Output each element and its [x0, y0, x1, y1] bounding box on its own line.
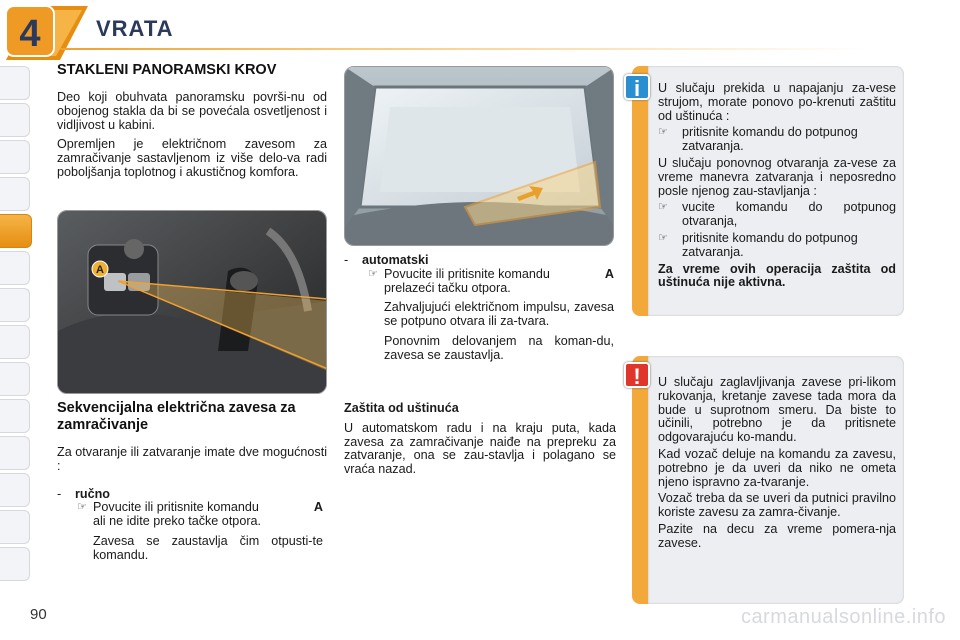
sunroof-photo: [344, 66, 614, 246]
chapter-tab[interactable]: [0, 66, 30, 100]
automatic-step: [368, 268, 616, 363]
info-icon: i: [624, 74, 650, 100]
warning-paragraph: Pazite na decu za vreme pomera-nja zavese.: [658, 521, 896, 550]
chapter-tabs: [0, 66, 32, 584]
control-reference: A: [604, 266, 614, 281]
list-dash: -: [344, 253, 349, 267]
chapter-tab[interactable]: [0, 436, 30, 470]
info-bold-note: Za vreme ovih operacija zaštita od uštinuća nije aktivna.: [658, 261, 896, 290]
info-paragraph: U slučaju prekida u napajanju za-vese strujom, morate ponovo po-krenuti zaštitu od uštinuća :: [658, 81, 896, 123]
control-a-label: A: [96, 264, 104, 276]
automatic-stop-note: Ponovnim delovanjem na koman-du, zavesa se zaustavlja.: [384, 333, 614, 362]
manual-stop-note: Zavesa se zaustavlja čim otpusti-te komandu.: [93, 533, 323, 562]
hand-pointer-icon: ☞: [658, 231, 668, 244]
chapter-tab[interactable]: [0, 547, 30, 581]
automatic-impulse-note: Zahvaljujući električnom impulsu, zavesa se potpuno otvara ili za-tvara.: [384, 300, 614, 329]
info-bullet: [658, 232, 896, 263]
watermark: carmanualsonline.info: [740, 606, 946, 628]
console-photo: [57, 210, 327, 394]
chapter-tab[interactable]: [0, 140, 30, 174]
chapter-badge: [0, 2, 92, 62]
info-bullet: [658, 201, 896, 232]
hand-pointer-icon: ☞: [658, 201, 668, 214]
page-number: 90: [30, 606, 47, 623]
warning-icon: !: [624, 362, 650, 388]
chapter-tab[interactable]: [0, 251, 30, 285]
intro-paragraph: Deo koji obuhvata panoramsku površi-nu od obojenog stakla da bi se povećala osvetljenost i vidljivost u kabini.: [57, 90, 327, 132]
info-bullet: [658, 126, 896, 157]
warning-box-content: [658, 376, 896, 554]
manual-option: [57, 488, 327, 502]
info-bullet-text: vucite komandu do potpunog otvaranja,: [682, 200, 896, 229]
warning-paragraph: Kad vozač deluje na komandu za zavesu, potrebno je da uveri da niko ne ometa njeno ispravno za-tvaranje.: [658, 446, 896, 489]
hand-pointer-icon: ☞: [77, 501, 87, 514]
warning-paragraph: Vozač treba da se uveri da putnici pravilno koriste zavesu za zamra-čivanje.: [658, 491, 896, 520]
info-bullet-text: pritisnite komandu do potpunog zatvaranja.: [682, 125, 858, 154]
chapter-tab[interactable]: [0, 103, 30, 137]
section-panoramic-roof: [57, 62, 327, 180]
hand-pointer-icon: ☞: [368, 267, 378, 280]
subsection-title: Sekvencijalna električna zavesa za zamračivanje: [57, 400, 296, 433]
list-dash: -: [57, 486, 62, 501]
section-title: STAKLENI PANORAMSKI KROV: [57, 62, 277, 78]
pinch-protection-section: [344, 402, 616, 477]
manual-step: [77, 501, 327, 562]
protection-title: Zaštita od uštinuća: [344, 401, 459, 415]
options-intro: Za otvaranje ili zatvaranje imate dve mogućnosti :: [57, 445, 327, 473]
info-bullet-text: pritisnite komandu do potpunog zatvaranja.: [682, 230, 858, 259]
chapter-tab[interactable]: [0, 362, 30, 396]
chapter-tab[interactable]: [0, 510, 30, 544]
manual-step-text-cont: ali ne idite preko tačke otpora.: [93, 514, 262, 529]
chapter-number: 4: [19, 13, 41, 55]
info-paragraph: U slučaju ponovnog otvaranja za-vese za vreme manevra zatvaranja i neposredno posle njenog zau-stavljanja :: [658, 155, 896, 198]
header-divider: [60, 48, 960, 50]
protection-text: U automatskom radu i na kraju puta, kada zavesa za zamračivanje naiđe na prepreku za zatvaranje, ona se zau-stavlja i polagano se vraća nazad.: [344, 420, 616, 477]
automatic-step-text: Povucite ili pritisnite komandu: [384, 266, 550, 281]
section-sequential-blind: [57, 400, 327, 563]
chapter-tab-active[interactable]: [0, 214, 32, 248]
chapter-tab[interactable]: [0, 399, 30, 433]
chapter-tab[interactable]: [0, 288, 30, 322]
chapter-tab[interactable]: [0, 177, 30, 211]
chapter-tab[interactable]: [0, 325, 30, 359]
automatic-label: automatski: [362, 253, 429, 267]
automatic-step-text-cont: prelazeći tačku otpora.: [384, 280, 511, 295]
chapter-tab[interactable]: [0, 473, 30, 507]
hand-pointer-icon: ☞: [658, 126, 668, 139]
manual-step-text: Povucite ili pritisnite komandu: [93, 500, 259, 515]
info-box-content: [658, 82, 896, 293]
manual-label: ručno: [75, 486, 110, 501]
warning-paragraph: U slučaju zaglavljivanja zavese pri-likom rukovanja, kretanje zavese tada mora da bude u suprotnom smeru. Da biste to učinili, potrebno je da pritisnete odgovarajuću ko-mandu.: [658, 375, 896, 445]
automatic-option: [344, 254, 616, 363]
blind-paragraph: Opremljen je električnom zavesom za zamračivanje sastavljenom iz više delo-va radi poboljšanja toplotnog i akustičnog komfora.: [57, 137, 327, 179]
control-reference: A: [313, 500, 323, 515]
chapter-title: VRATA: [96, 16, 174, 41]
